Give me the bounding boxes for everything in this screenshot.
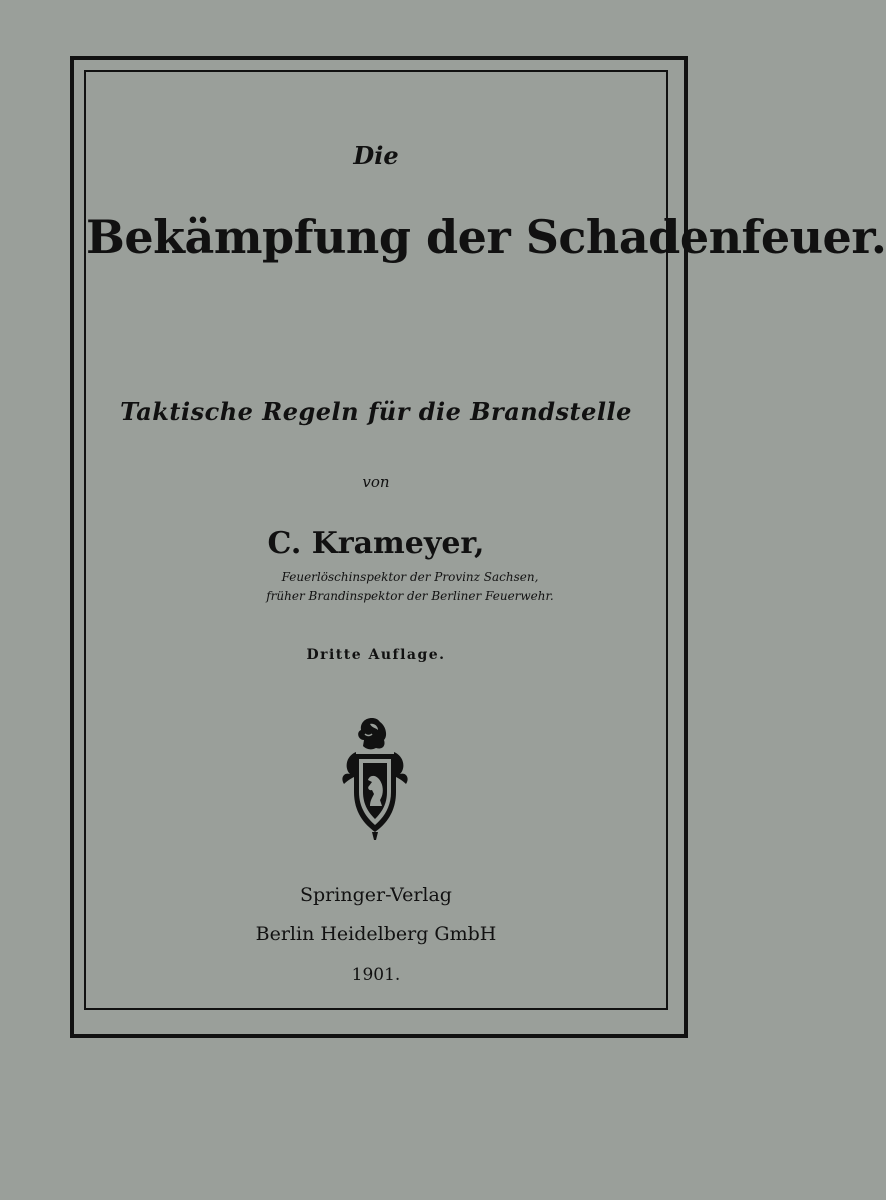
title-article: Die [353,141,399,170]
springer-knight-emblem-icon [334,712,416,844]
edition-label: Dritte Auflage. [306,647,446,663]
by-line: von [362,473,390,491]
publisher-places: Berlin Heidelberg GmbH [255,923,497,945]
publication-year: 1901. [351,965,401,985]
publisher-name: Springer-Verlag [300,884,452,906]
book-subtitle: Taktische Regeln für die Brandstelle [120,397,632,426]
author-former-position: früher Brandinspektor der Berliner Feuerwehr. [266,589,554,603]
author-title: Feuerlöschinspektor der Provinz Sachsen, [281,570,539,584]
book-title: Bekämpfung der Schadenfeuer. [86,210,886,264]
author-name: C. Krameyer, [267,526,485,561]
